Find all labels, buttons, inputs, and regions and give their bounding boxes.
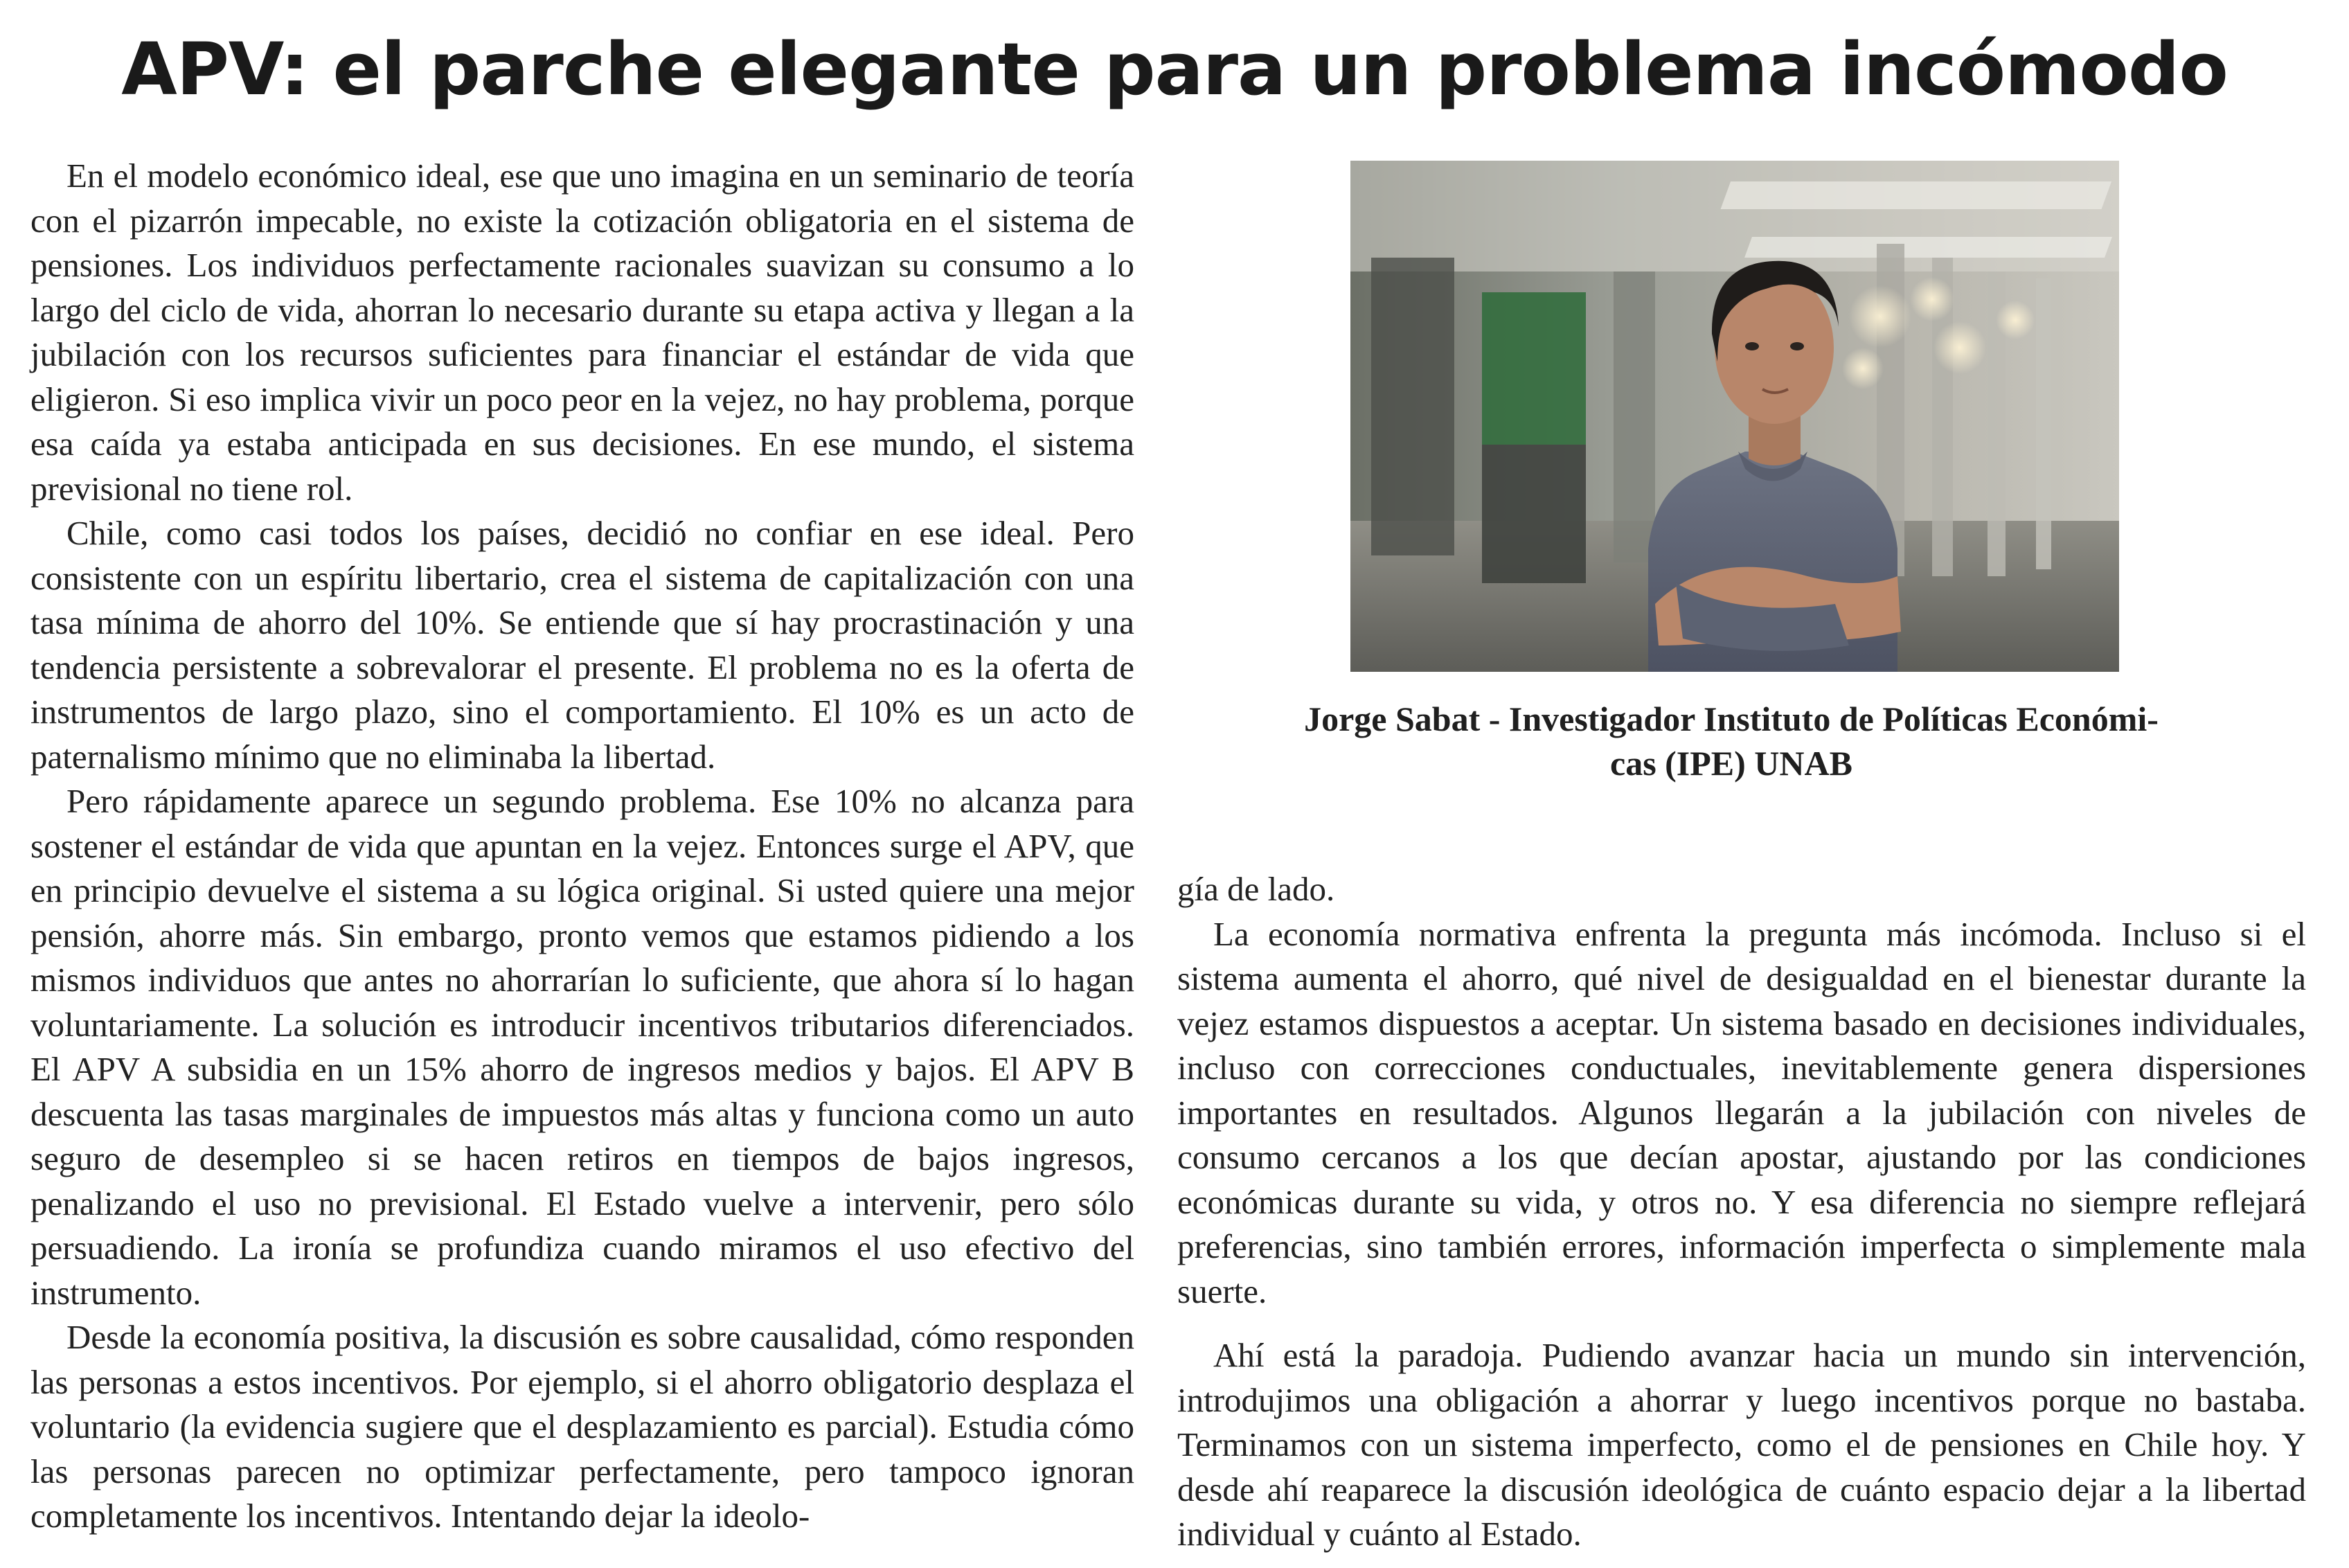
paragraph-5: La economía normativa enfrenta la pregunta más incómoda. Incluso si el sistema aumenta el ahorro, qué nivel de desigualdad en el bienestar durante la vejez estamos dispuestos a aceptar. Un sistema basado en decisiones individuales, incluso con correcciones conductuales, inevitablemente genera dispersiones importantes en resultados. Algunos llegarán a la jubilación con niveles de consumo cercanos a los que decían apostar, ajustando por las condiciones económicas durante su vida, y otros no. Y esa diferencia no siempre reflejará preferencias, sino también errores, información imperfecta o simplemente mala suerte. bbox=[1177, 914, 2306, 1310]
paragraph-6: Ahí está la paradoja. Pudiendo avanzar hacia un mundo sin intervención, introdujimos una obligación a ahorrar y luego incentivos porque no bastaba. Terminamos con un sistema imperfecto, como el de pensiones en Chile hoy. Y desde ahí reaparece la discusión ideológica de cuánto espacio dejar a la libertad individual y cuánto al Estado. bbox=[1177, 1336, 2306, 1553]
photo-caption bbox=[1247, 697, 2216, 785]
paragraph-3: Pero rápidamente aparece un segundo problema. Ese 10% no alcanza para sostener el estándar de vida que apuntan en la vejez. Entonces surge el APV, que en principio devuelve el sistema a su lógica original. Si usted quiere una mejor pensión, ahorre más. Sin embargo, pronto vemos que estamos pidiendo a los mismos individuos que antes no ahorrarían lo suficiente, que ahora sí lo hagan voluntariamente. La solución es introducir incentivos tributarios diferenciados. El APV A subsidia en un 15% ahorro de ingresos medios y bajos. El APV B descuenta las tasas marginales de impuestos más altas y funciona como un auto seguro de desempleo si se hacen retiros en tiempos de bajos ingresos, penalizando el uso no previsional. El Estado vuelve a intervenir, pero sólo persuadiendo. La ironía se profundiza cuando miramos el uso efectivo del instrumento. bbox=[30, 782, 1134, 1312]
paragraph-continuation: gía de lado. bbox=[1177, 870, 1335, 908]
author-photo bbox=[1350, 161, 2119, 672]
caption-line-2: cas (IPE) UNAB bbox=[1610, 744, 1852, 783]
right-column bbox=[1177, 867, 2306, 1557]
person-portrait-icon bbox=[1350, 161, 2119, 672]
left-column bbox=[30, 154, 1134, 1539]
paragraph-4: Desde la economía positiva, la discusión es sobre causalidad, cómo responden las personas a estos incentivos. Por ejemplo, si el ahorro obligatorio desplaza el voluntario (la evidencia sugiere que el desplazamiento es parcial). Estudia cómo las personas parecen no optimizar perfectamente, pero tampoco ignoran completamente los incentivos. Intentando dejar la ideolo- bbox=[30, 1318, 1134, 1535]
article-headline: APV: el parche elegante para un problema incómodo bbox=[121, 27, 2228, 112]
paragraph-2: Chile, como casi todos los países, decidió no confiar en ese ideal. Pero consistente con un espíritu libertario, crea el sistema de capitalización con una tasa mínima de ahorro del 10%. Se entiende que sí hay procrastinación y una tendencia persistente a sobrevalorar el presente. El problema no es la oferta de instrumentos de largo plazo, sino el comportamiento. El 10% es un acto de paternalismo mínimo que no eliminaba la libertad. bbox=[30, 514, 1134, 776]
caption-line-1: Jorge Sabat - Investigador Instituto de Políticas Económi- bbox=[1304, 700, 2159, 738]
paragraph-1: En el modelo económico ideal, ese que uno imagina en un seminario de teoría con el pizarrón impecable, no existe la cotización obligatoria en el sistema de pensiones. Los individuos perfectamente racionales suavizan su consumo a lo largo del ciclo de vida, ahorran lo necesario durante su etapa activa y llegan a la jubilación con los recursos suficientes para financiar el estándar de vida que eligieron. Si eso implica vivir un poco peor en la vejez, no hay problema, porque esa caída ya estaba anticipada en sus decisiones. En ese mundo, el sistema previsional no tiene rol. bbox=[30, 157, 1134, 508]
